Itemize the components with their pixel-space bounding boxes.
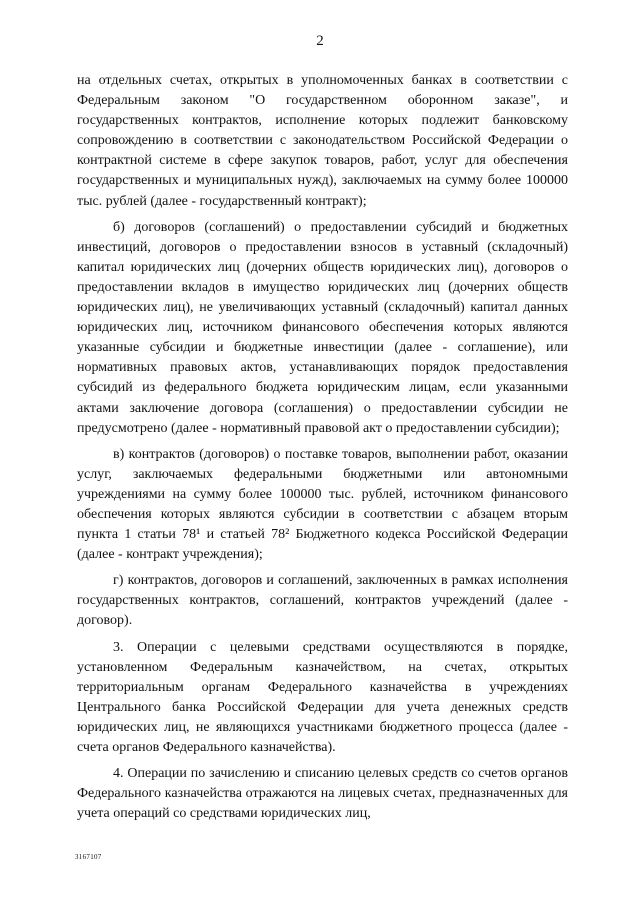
page-number: 2	[316, 33, 324, 49]
paragraph-point-3: 3. Операции с целевыми средствами осуществляются в порядке, установленном Федеральным казначейством, на счетах, открытых территориальным органам Федерального казначейства в учреждениях Центрального банка Российской Федерации для учета денежных средств юридических лиц, не являющихся участниками бюджетного процесса (далее - счета органов Федерального казначейства).	[77, 639, 568, 755]
paragraph-item-g: г) контрактов, договоров и соглашений, заключенных в рамках исполнения государственных контрактов, соглашений, контрактов учреждений (далее - договор).	[77, 573, 568, 629]
paragraph-point-4: 4. Операции по зачислению и списанию целевых средств со счетов органов Федерального казначейства отражаются на лицевых счетах, предназначенных для учета операций со средствами юридических лиц,	[77, 766, 568, 822]
paragraph-item-v: в) контрактов (договоров) о поставке товаров, выполнении работ, оказании услуг, заключаемых федеральными бюджетными или автономными учреждениями на сумму более 100000 тыс. рублей, источником финансового обеспечения которых являются субсидии в соответствии с абзацем вторым пункта 1 статьи 78¹ и статьей 78² Бюджетного кодекса Российской Федерации (далее - контракт учреждения);	[77, 446, 568, 563]
document-code: 3167107	[75, 853, 102, 861]
paragraph-continuation: на отдельных счетах, открытых в уполномоченных банках в соответствии с Федеральным законом "О государственном оборонном заказе", и государственных контрактов, исполнение которых подлежит банковскому сопровождению в соответствии с законодательством Российской Федерации о контрактной системе в сфере закупок товаров, работ, услуг для обеспечения государственных и муниципальных нужд), заключаемых на сумму более 100000 тыс. рублей (далее - государственный контракт);	[77, 73, 568, 209]
document-body	[77, 71, 568, 830]
paragraph-item-b: б) договоров (соглашений) о предоставлении субсидий и бюджетных инвестиций, договоров о предоставлении взносов в уставный (складочный) капитал юридических лиц (дочерних обществ юридических лиц), договоров о предоставлении вкладов в имущество юридических лиц (дочерних обществ юридических лиц), не увеличивающих уставный (складочный) капитал данных юридических лиц, источником финансового обеспечения которых являются указанные субсидии и бюджетные инвестиции (далее - соглашение), или нормативных правовых актов, устанавливающих порядок предоставления субсидий из федерального бюджета юридическим лицам, если указанными актами заключение договора (соглашения) о предоставлении субсидии не предусмотрено (далее - нормативный правовой акт о предоставлении субсидии);	[77, 219, 568, 436]
